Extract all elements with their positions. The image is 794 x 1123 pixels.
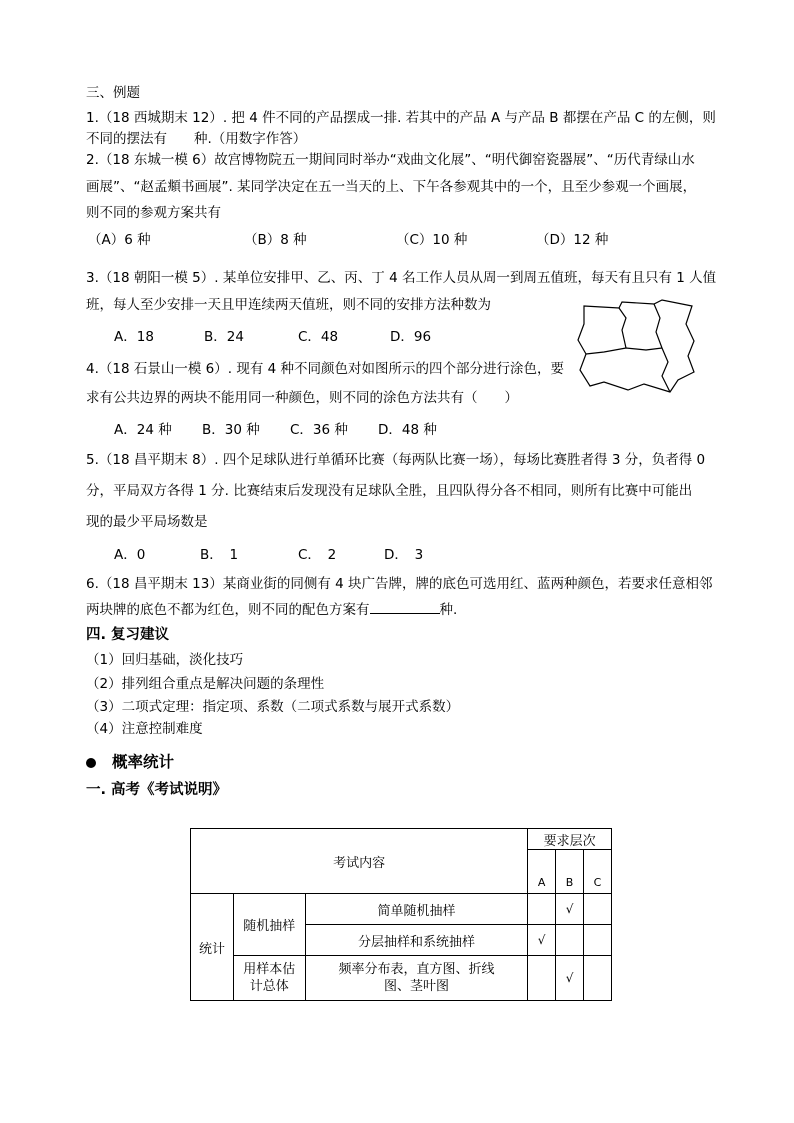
table-header-row — [191, 829, 612, 850]
suggestion-1: （1）回归基础，淡化技巧 — [86, 652, 244, 668]
exam-requirements-table — [190, 828, 612, 1001]
row-simple-random-sampling: 简单随机抽样 — [305, 894, 527, 925]
row2-check-a: √ — [528, 925, 556, 956]
bullet-icon — [86, 758, 96, 768]
q4-option-d: D．48 种 — [378, 422, 437, 438]
level-b: B — [556, 850, 584, 894]
q3-line1: 3.（18 朝阳一模 5）. 某单位安排甲、乙、丙、丁 4 名工作人员从周一到周五值班，每天有且只有 1 人值 — [86, 270, 717, 286]
q3-option-c: C．48 — [298, 329, 339, 345]
four-region-map-figure — [574, 296, 702, 396]
suggestion-2: （2）排列组合重点是解决问题的条理性 — [86, 676, 325, 692]
row1-level-a — [528, 894, 556, 925]
row1-level-c — [584, 894, 612, 925]
q2-line1: 2.（18 东城一模 6）故宫博物院五一期间同时举办“戏曲文化展”、“明代御窑瓷器展”、“历代青绿山水 — [86, 152, 695, 168]
q6-line2-tail: 种. — [439, 602, 458, 618]
q5-line3: 现的最少平局场数是 — [86, 514, 208, 530]
q6-answer-blank — [370, 599, 440, 614]
q4-line1: 4.（18 石景山一模 6）. 现有 4 种不同颜色对如图所示的四个部分进行涂色，要 — [86, 361, 564, 377]
q5-line1: 5.（18 昌平期末 8）. 四个足球队进行单循环比赛（每两队比赛一场），每场比赛胜者得 3 分，负者得 0 — [86, 452, 706, 468]
row3-level-a — [528, 956, 556, 1001]
table-row — [191, 894, 612, 925]
q2-line2: 画展”、“赵孟頫书画展”. 某同学决定在五一当天的上、下午各参观其中的一个，且至少参观一个画展， — [86, 179, 697, 195]
sub-estimate-population: 用样本估计总体 — [233, 956, 305, 1001]
q6-line2 — [86, 599, 457, 619]
row-frequency-charts: 频率分布表，直方图、折线图、茎叶图 — [305, 956, 527, 1001]
q4-option-a: A．24 种 — [114, 422, 172, 438]
q6-line1: 6.（18 昌平期末 13）某商业街的同侧有 4 块广告牌，牌的底色可选用红、蓝两种颜色，若要求任意相邻 — [86, 576, 713, 592]
q5-option-a: A．0 — [114, 547, 146, 563]
header-content: 考试内容 — [191, 829, 528, 894]
row2-level-b — [556, 925, 584, 956]
q3-option-a: A．18 — [114, 329, 154, 345]
probability-title: 概率统计 — [112, 753, 175, 771]
q3-option-b: B．24 — [204, 329, 244, 345]
row2-level-c — [584, 925, 612, 956]
q4-option-c: C．36 种 — [290, 422, 348, 438]
q2-option-b: （B）8 种 — [244, 232, 307, 248]
row3-check-b: √ — [556, 956, 584, 1001]
q5-option-d: D． 3 — [384, 547, 424, 563]
q1-line2: 不同的摆法有 种.（用数字作答） — [86, 131, 307, 147]
sub-random-sampling: 随机抽样 — [233, 894, 305, 956]
level-a: A — [528, 850, 556, 894]
q1-line1: 1.（18 西城期末 12）. 把 4 件不同的产品摆成一排. 若其中的产品 A 与产品 B 都摆在产品 C 的左侧，则 — [86, 110, 716, 126]
q3-option-d: D．96 — [390, 329, 432, 345]
q3-line2: 班，每人至少安排一天且甲连续两天值班，则不同的安排方法种数为 — [86, 297, 491, 313]
section4-title: 四. 复习建议 — [86, 627, 170, 643]
probability-subtitle: 一. 高考《考试说明》 — [86, 782, 228, 798]
table-row — [191, 956, 612, 1001]
q5-option-b: B． 1 — [200, 547, 239, 563]
q2-option-c: （C）10 种 — [396, 232, 468, 248]
q6-line2-text: 两块牌的底色不都为红色，则不同的配色方案有 — [86, 602, 370, 618]
map-outline — [578, 300, 694, 392]
map-border-middle — [586, 348, 662, 354]
q5-option-c: C． 2 — [298, 547, 337, 563]
row1-check-b: √ — [556, 894, 584, 925]
section3-title: 三、例题 — [86, 85, 140, 101]
header-levels: 要求层次 — [528, 829, 612, 850]
q2-option-a: （A）6 种 — [88, 232, 151, 248]
map-border-left — [619, 308, 626, 348]
group-statistics: 统计 — [191, 894, 234, 1001]
row-stratified-systematic-sampling: 分层抽样和系统抽样 — [305, 925, 527, 956]
row3-level-c — [584, 956, 612, 1001]
q2-line3: 则不同的参观方案共有 — [86, 205, 221, 221]
q4-line2: 求有公共边界的两块不能用同一种颜色，则不同的涂色方法共有（ ） — [86, 390, 518, 406]
q4-option-b: B．30 种 — [202, 422, 260, 438]
suggestion-4: （4）注意控制难度 — [86, 721, 203, 737]
q2-option-d: （D）12 种 — [536, 232, 609, 248]
suggestion-3: （3）二项式定理：指定项、系数（二项式系数与展开式系数） — [86, 699, 460, 715]
q5-line2: 分，平局双方各得 1 分. 比赛结束后发现没有足球队全胜，且四队得分各不相同，则所有比赛中可能出 — [86, 483, 693, 499]
level-c: C — [584, 850, 612, 894]
